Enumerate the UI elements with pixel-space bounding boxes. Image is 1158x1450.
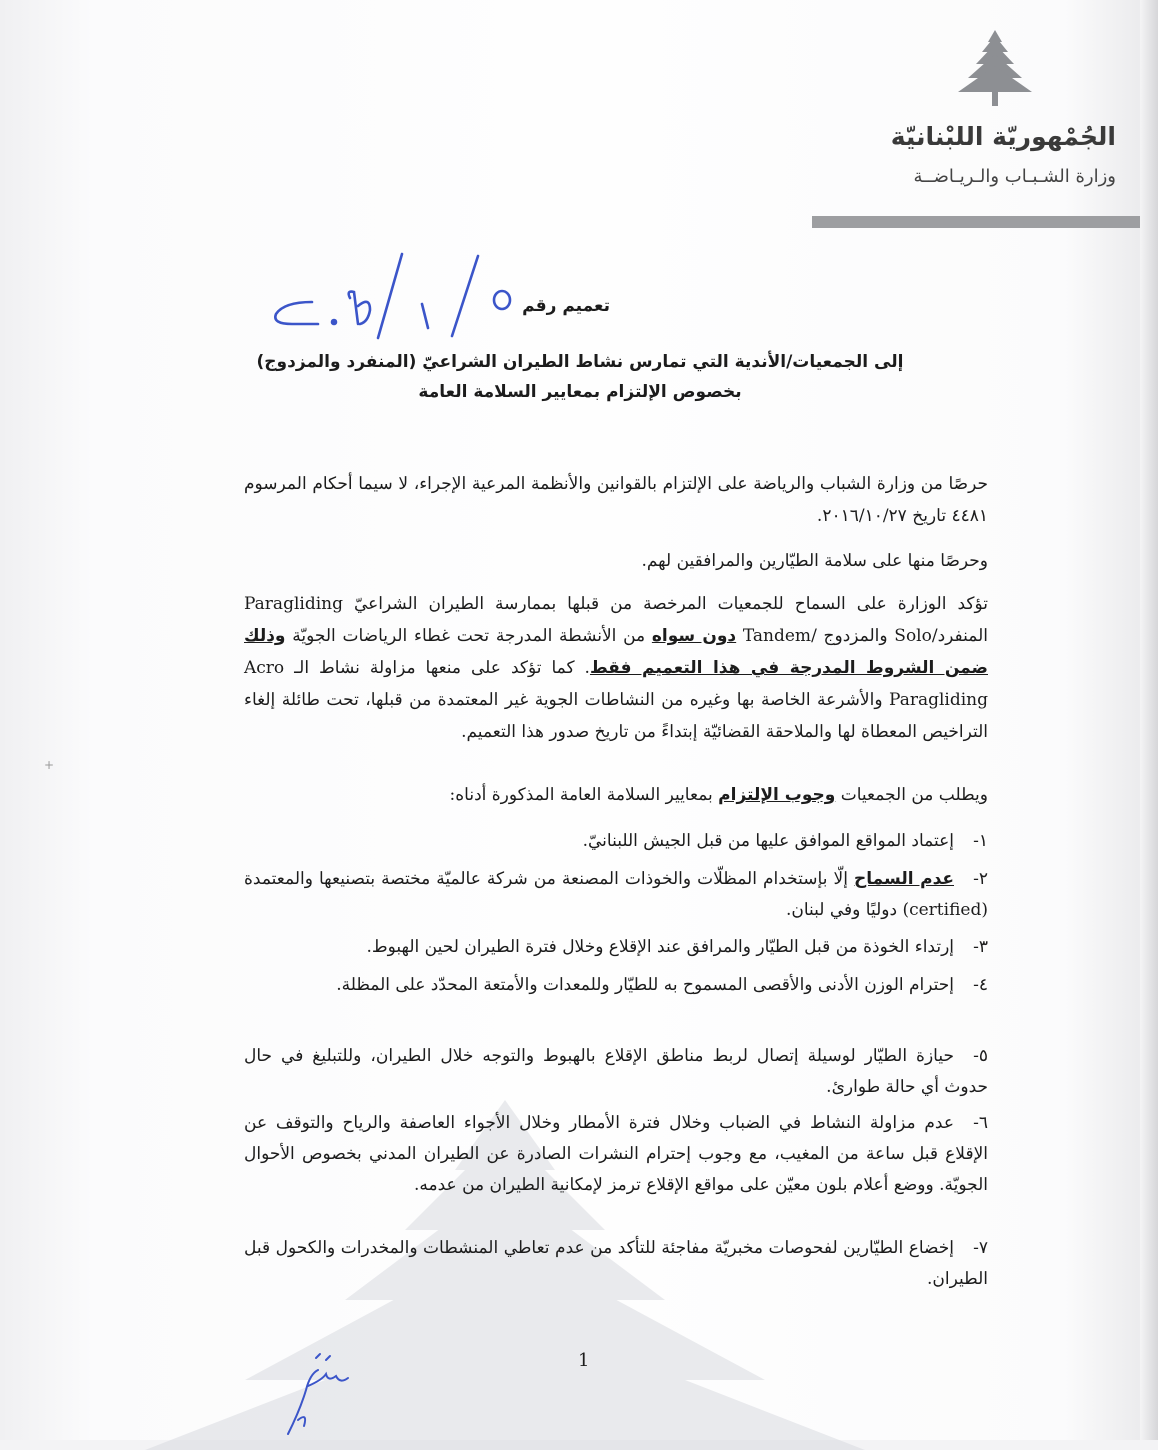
cedar-logo-icon bbox=[950, 28, 1040, 110]
list-item: ٥-حيازة الطيّار لوسيلة إتصال لربط مناطق الإقلاع بالهبوط والتوجه خلال الطيران، وللتبليغ في حال حدوث أي حالة طوارئ. bbox=[244, 1046, 988, 1097]
header-divider bbox=[812, 216, 1140, 228]
paragraph-4: ويطلب من الجمعيات وجوب الإلتزام بمعايير السلامة العامة المذكورة أدناه: bbox=[449, 785, 988, 805]
circular-label: تعميم رقم bbox=[522, 296, 610, 316]
paragraph-2: وحرصًا منها على سلامة الطيّارين والمرافقين لهم. bbox=[641, 551, 988, 571]
emphasis-conditions: وذلك ضمن الشروط المدرجة في هذا التعميم فقط bbox=[244, 626, 988, 678]
page-number: 1 bbox=[578, 1350, 590, 1371]
list-item: ١-إعتماد المواقع الموافق عليها من قبل الجيش اللبنانيّ. bbox=[582, 831, 988, 851]
emphasis-obligation: وجوب الإلتزام bbox=[718, 785, 836, 805]
republic-title: الجُمْهوريّة اللبْنانيّة bbox=[890, 122, 1116, 151]
list-item: ٧-إخضاع الطيّارين لفحوصات مخبريّة مفاجئة للتأكد من عدم تعاطي المنشطات والمخدرات والكحول قبل الطيران. bbox=[244, 1238, 988, 1289]
circular-title-line-1: إلى الجمعيات/الأندية التي تمارس نشاط الطيران الشراعيّ (المنفرد والمزدوج) bbox=[256, 352, 904, 372]
list-item: ٣-إرتداء الخوذة من قبل الطيّار والمرافق عند الإقلاع وخلال فترة الطيران لحين الهبوط. bbox=[366, 937, 988, 957]
handwritten-circular-number bbox=[262, 250, 532, 340]
handwriting-graphic bbox=[262, 250, 532, 340]
signature-icon bbox=[278, 1350, 358, 1440]
emphasis-only-this: دون سواه bbox=[651, 626, 737, 646]
margin-mark: + bbox=[44, 758, 55, 772]
paragraph-3: تؤكد الوزارة على السماح للجمعيات المرخصة من قبلها بممارسة الطيران الشراعيّ Paragliding المنفرد/Solo والمزدوج /Tandem دون سواه من الأنشطة المدرجة تحت غطاء الرياضات الجويّة وذلك ضمن الشروط المدرجة في هذا التعميم فقط. كما تؤكد على منعها مزاولة نشاط الـ Acro Paragliding والأشرعة الخاصة بها وغيره من النشاطات الجوية غير المعتمدة من قبلها، تحت طائلة إلغاء التراخيص المعطاة لها والملاحقة القضائيّة إبتداءً من تاريخ صدور هذا التعميم. bbox=[244, 594, 988, 742]
paragraph-1: حرصًا من وزارة الشباب والرياضة على الإلتزام بالقوانين والأنظمة المرعية الإجراء، لا سيما أحكام المرسوم ٤٤٨١ تاريخ ٢٠١٦/١٠/٢٧. bbox=[244, 474, 988, 526]
list-item: ٢-عدم السماح إلّا بإستخدام المظلّات والخوذات المصنعة من شركة عالميّة مختصة بتصنيعها والمعتمدة (certified) دوليًا وفي لبنان. bbox=[244, 869, 988, 920]
ministry-title: وزارة الشـبـاب والـريـاضــة bbox=[913, 166, 1116, 187]
list-item: ٦-عدم مزاولة النشاط في الضباب وخلال فترة الأمطار وخلال الأجواء العاصفة والرياح والتوقف عن الإقلاع قبل ساعة من المغيب، مع وجوب إحترام النشرات الصادرة عن الطيران المدني بخصوص الأحوال الجويّة. ووضع أعلام بلون معيّن على مواقع الإقلاع ترمز لإمكانية الطيران من عدمه. bbox=[244, 1113, 988, 1195]
page-edge-shadow bbox=[1140, 0, 1158, 1440]
list-item: ٤-إحترام الوزن الأدنى والأقصى المسموح به للطيّار وللمعدات والأمتعة المحدّد على المظلة. bbox=[336, 975, 988, 995]
circular-title-line-2: بخصوص الإلتزام بمعايير السلامة العامة bbox=[418, 382, 742, 402]
